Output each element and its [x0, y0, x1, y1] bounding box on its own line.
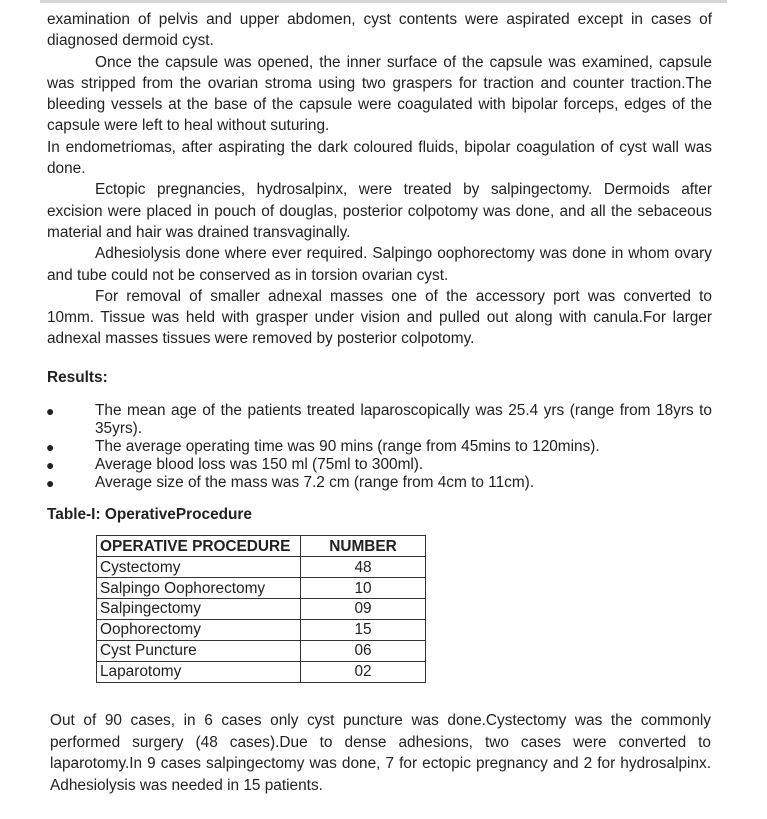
body-paragraph: Adhesiolysis done where ever required. Salpingo oophorectomy was done in whom ovary and tube could not be conserved as in torsion ovarian cyst.	[47, 245, 712, 284]
number-cell: 10	[301, 578, 426, 599]
number-cell: 15	[301, 619, 426, 640]
procedure-cell: Salpingo Oophorectomy	[97, 578, 301, 599]
results-heading: Results:	[47, 368, 108, 386]
number-cell: 09	[301, 599, 426, 620]
procedure-cell: Laparotomy	[97, 661, 301, 682]
table-heading: Table-I: OperativeProcedure	[47, 506, 252, 524]
list-item-text: Average size of the mass was 7.2 cm (range from 4cm to 11cm).	[95, 474, 535, 492]
summary-paragraph: Out of 90 cases, in 6 cases only cyst puncture was done.Cystectomy was the commonly performed surgery (48 cases).Due to dense adhesions, two cases were converted to laparotomy.In 9 cases salpingectomy was done, 7 for ectopic pregnancy and 2 for hydrosalpinx. Adhesiolysis was needed in 15 patients.	[50, 712, 711, 794]
results-list	[47, 402, 712, 492]
number-cell: 02	[301, 661, 426, 682]
list-item	[47, 474, 712, 492]
list-item	[47, 402, 712, 438]
list-item	[47, 438, 712, 456]
body-paragraph: For removal of smaller adnexal masses one of the accessory port was converted to 10mm. Tissue was held with grasper under vision and pulled out along with canula.For larger adnexal masses tissues were removed by posterior colpotomy.	[47, 287, 712, 348]
bullet-icon: ●	[46, 457, 55, 474]
bullet-icon: ●	[46, 403, 55, 420]
list-item-text: Average blood loss was 150 ml (75ml to 300ml).	[95, 456, 424, 474]
bullet-icon: ●	[46, 475, 55, 492]
table-row	[97, 599, 426, 620]
list-item-text: The average operating time was 90 mins (range from 45mins to 120mins).	[95, 438, 600, 456]
list-item	[47, 456, 712, 474]
table-row	[97, 640, 426, 661]
procedure-cell: Cystectomy	[97, 557, 301, 578]
number-cell: 48	[301, 557, 426, 578]
table-row	[97, 661, 426, 682]
table-row	[97, 557, 426, 578]
procedure-cell: Oophorectomy	[97, 619, 301, 640]
body-paragraph: examination of pelvis and upper abdomen, cyst contents were aspirated except in cases of diagnosed dermoid cyst.	[47, 11, 712, 50]
body-paragraph: In endometriomas, after aspirating the dark coloured fluids, bipolar coagulation of cyst wall was done.	[47, 138, 712, 178]
body-paragraph: Once the capsule was opened, the inner surface of the capsule was examined, capsule was stripped from the ovarian stroma using two graspers for traction and counter traction.The bleeding vessels at the base of the capsule were coagulated with bipolar forceps, edges of the capsule were left to heal without suturing.	[47, 53, 712, 135]
page-top-rule	[40, 0, 727, 3]
bullet-icon: ●	[46, 439, 55, 456]
article-body	[47, 9, 712, 683]
procedure-cell: Cyst Puncture	[97, 640, 301, 661]
column-header-procedure: OPERATIVE PROCEDURE	[97, 536, 301, 557]
list-item-text: The mean age of the patients treated laparoscopically was 25.4 yrs (range from 18yrs to 35yrs).	[95, 402, 712, 438]
body-paragraph: Ectopic pregnancies, hydrosalpinx, were treated by salpingectomy. Dermoids after excision were placed in pouch of douglas, posterior colpotomy was done, and all the sebaceous material and hair was drained transvaginally.	[47, 181, 712, 241]
number-cell: 06	[301, 640, 426, 661]
table-row	[97, 619, 426, 640]
column-header-number: NUMBER	[301, 536, 426, 557]
operative-procedure-table	[96, 535, 426, 682]
table-row	[97, 578, 426, 599]
table-header-row	[97, 536, 426, 557]
procedure-cell: Salpingectomy	[97, 599, 301, 620]
